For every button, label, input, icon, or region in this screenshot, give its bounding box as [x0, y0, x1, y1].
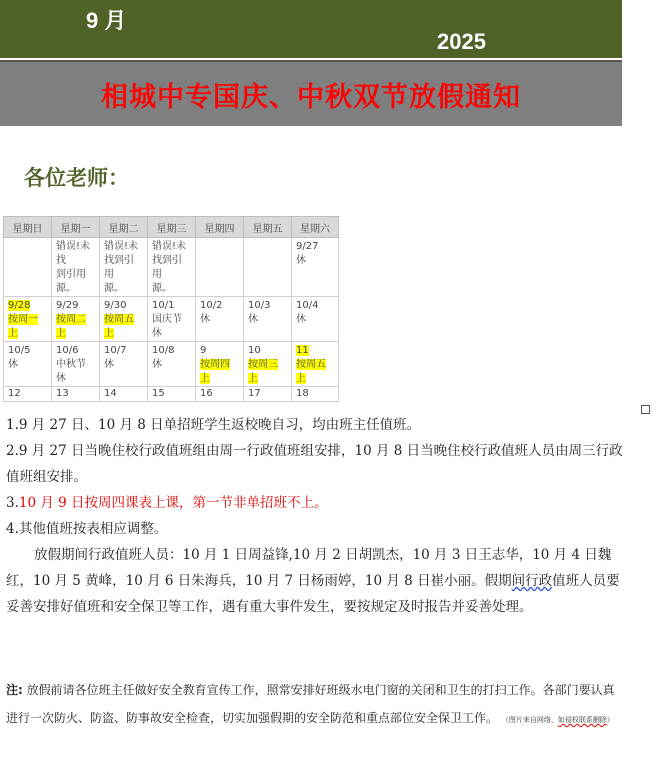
- grammar-flagged-text: 间行政: [511, 573, 553, 589]
- error-text: 到引用: [56, 269, 86, 280]
- calendar-cell: [196, 297, 244, 342]
- greeting: 各位老师：: [24, 166, 129, 190]
- cell-note: 休: [104, 359, 114, 370]
- error-text: 错误!未找: [56, 241, 91, 266]
- banner-year: 2025: [437, 29, 486, 54]
- error-text: 错误!未: [152, 241, 187, 252]
- cell-date: 10/1: [152, 300, 175, 311]
- cell-date: 10/5: [8, 345, 31, 356]
- calendar-cell: [148, 342, 196, 387]
- calendar-cell: [100, 238, 148, 297]
- error-text: 源。: [104, 283, 124, 294]
- calendar-cell: [292, 342, 339, 387]
- calendar-cell: [100, 342, 148, 387]
- weekday-header: 星期一: [52, 217, 100, 238]
- cell-date: 16: [196, 387, 244, 402]
- calendar-cell: [196, 342, 244, 387]
- calendar-week-row: [4, 342, 339, 387]
- weekday-header: 星期五: [244, 217, 292, 238]
- cell-note: 休: [296, 255, 306, 266]
- remark-text: 放假前请各位班主任做好安全教育宣传工作，照常安排好班级水电门窗的关闭和卫生的打扫工作。各部门要认真进行一次防火、防盗、防事故安全检查，切实加强假期的安全防范和重点部位安全保卫工作。: [6, 683, 615, 725]
- calendar-cell: [4, 342, 52, 387]
- holiday-calendar: [3, 216, 339, 402]
- cell-date: 9/27: [296, 241, 319, 252]
- calendar-cell: [244, 297, 292, 342]
- cell-note: 休: [152, 359, 162, 370]
- cell-note: 中秋节 休: [56, 359, 86, 384]
- banner-title-bar: [0, 60, 622, 126]
- error-text: 源。: [152, 283, 172, 294]
- cell-date: 13: [52, 387, 100, 402]
- duty-text: 放假期间行政值班人员：10 月 1 日周益锋,10 月 2 日胡凯杰，10 月 3 日王志华，10 月 4 日魏红，10 月 5 黄峰，10 月 6 日朱海兵，10 月 7 日杨雨婷，10 月 8 日崔小丽。假期: [6, 547, 612, 589]
- cell-date: 10/7: [104, 345, 127, 356]
- image-source-note: [502, 716, 614, 724]
- error-text: 源。: [56, 283, 76, 294]
- cell-date: 10/3: [248, 300, 271, 311]
- notice-item: 4.其他值班按表相应调整。: [6, 521, 168, 537]
- cell-date: 10/6: [56, 345, 79, 356]
- calendar-cell: [244, 342, 292, 387]
- cell-note: 按周三上: [248, 359, 278, 384]
- notice-item: 1.9 月 27 日、10 月 8 日单招班学生返校晚自习，均由班主任值班。: [6, 417, 421, 433]
- duty-text: 值班人员要妥善安排好值班和安全保卫等工作，遇有重大事件发生，要按规定及时报告并妥善处理。: [6, 573, 620, 615]
- cell-note: 按周一上: [8, 314, 38, 339]
- weekday-header: 星期六: [292, 217, 339, 238]
- cell-note: 休: [200, 314, 210, 325]
- cell-date: 10: [248, 345, 261, 356]
- image-source-flagged: 如侵权联系删除: [557, 716, 607, 724]
- calendar-week-row: [4, 297, 339, 342]
- cell-note: 按周二上: [56, 314, 86, 339]
- calendar-cell: [148, 297, 196, 342]
- image-source-suffix: ）: [606, 716, 614, 724]
- notice-item: [6, 490, 626, 516]
- cell-date: 10/2: [200, 300, 223, 311]
- cell-date: 14: [100, 387, 148, 402]
- cell-date: 10/8: [152, 345, 175, 356]
- cell-date: 12: [4, 387, 52, 402]
- calendar-cell: [4, 238, 52, 297]
- object-anchor-handle: [641, 405, 650, 414]
- cell-note: 国庆节休: [152, 314, 182, 339]
- banner-top: [0, 0, 622, 58]
- cell-date: 11: [296, 345, 309, 356]
- weekday-header: 星期四: [196, 217, 244, 238]
- error-text: 找到引用: [104, 255, 134, 280]
- cell-date: 15: [148, 387, 196, 402]
- notice-body: [6, 412, 626, 620]
- calendar-cell: [292, 238, 339, 297]
- cell-note: 休: [248, 314, 258, 325]
- cell-date: 18: [292, 387, 339, 402]
- cell-note: 按周四上: [200, 359, 230, 384]
- weekday-header-row: [4, 217, 339, 238]
- calendar-cell: [4, 297, 52, 342]
- cell-date: 9/29: [56, 300, 79, 311]
- calendar-cell: [148, 238, 196, 297]
- calendar-cell: [196, 238, 244, 297]
- calendar-cell: [52, 297, 100, 342]
- cell-date: 9/30: [104, 300, 127, 311]
- cell-note: 休: [296, 314, 306, 325]
- error-text: 错误!未: [104, 241, 139, 252]
- image-source-prefix: （图片来自网络，: [501, 716, 558, 724]
- error-text: 找到引用: [152, 255, 182, 280]
- notice-item-highlight: 10 月 9 日按周四课表上课，第一节非单招班不上。: [18, 495, 328, 511]
- calendar-cell: [52, 342, 100, 387]
- remark-paragraph: [6, 676, 626, 734]
- banner-month: 9 月: [86, 8, 127, 33]
- notice-item-number: 3.: [6, 495, 19, 511]
- calendar-week-row: [4, 238, 339, 297]
- cell-date: 9: [200, 345, 207, 356]
- notice-item: 2.9 月 27 日当晚住校行政值班组由周一行政值班组安排，10 月 8 日当晚住校行政值班人员由周三行政值班组安排。: [6, 443, 623, 485]
- remark-label: 注:: [6, 683, 23, 697]
- cell-date: 17: [244, 387, 292, 402]
- weekday-header: 星期三: [148, 217, 196, 238]
- calendar-cell: [52, 238, 100, 297]
- weekday-header: 星期日: [4, 217, 52, 238]
- calendar-cell: [100, 297, 148, 342]
- calendar-cell: [244, 238, 292, 297]
- cell-date: 9/28: [8, 300, 31, 311]
- weekday-header: 星期二: [100, 217, 148, 238]
- cell-date: 10/4: [296, 300, 319, 311]
- cell-note: 休: [8, 359, 18, 370]
- calendar-cell: [292, 297, 339, 342]
- calendar-week-row: [4, 387, 339, 402]
- cell-note: 按周五上: [104, 314, 134, 339]
- cell-note: 按周五上: [296, 359, 326, 384]
- page-title: 相城中专国庆、中秋双节放假通知: [101, 81, 521, 113]
- duty-paragraph: [6, 542, 626, 620]
